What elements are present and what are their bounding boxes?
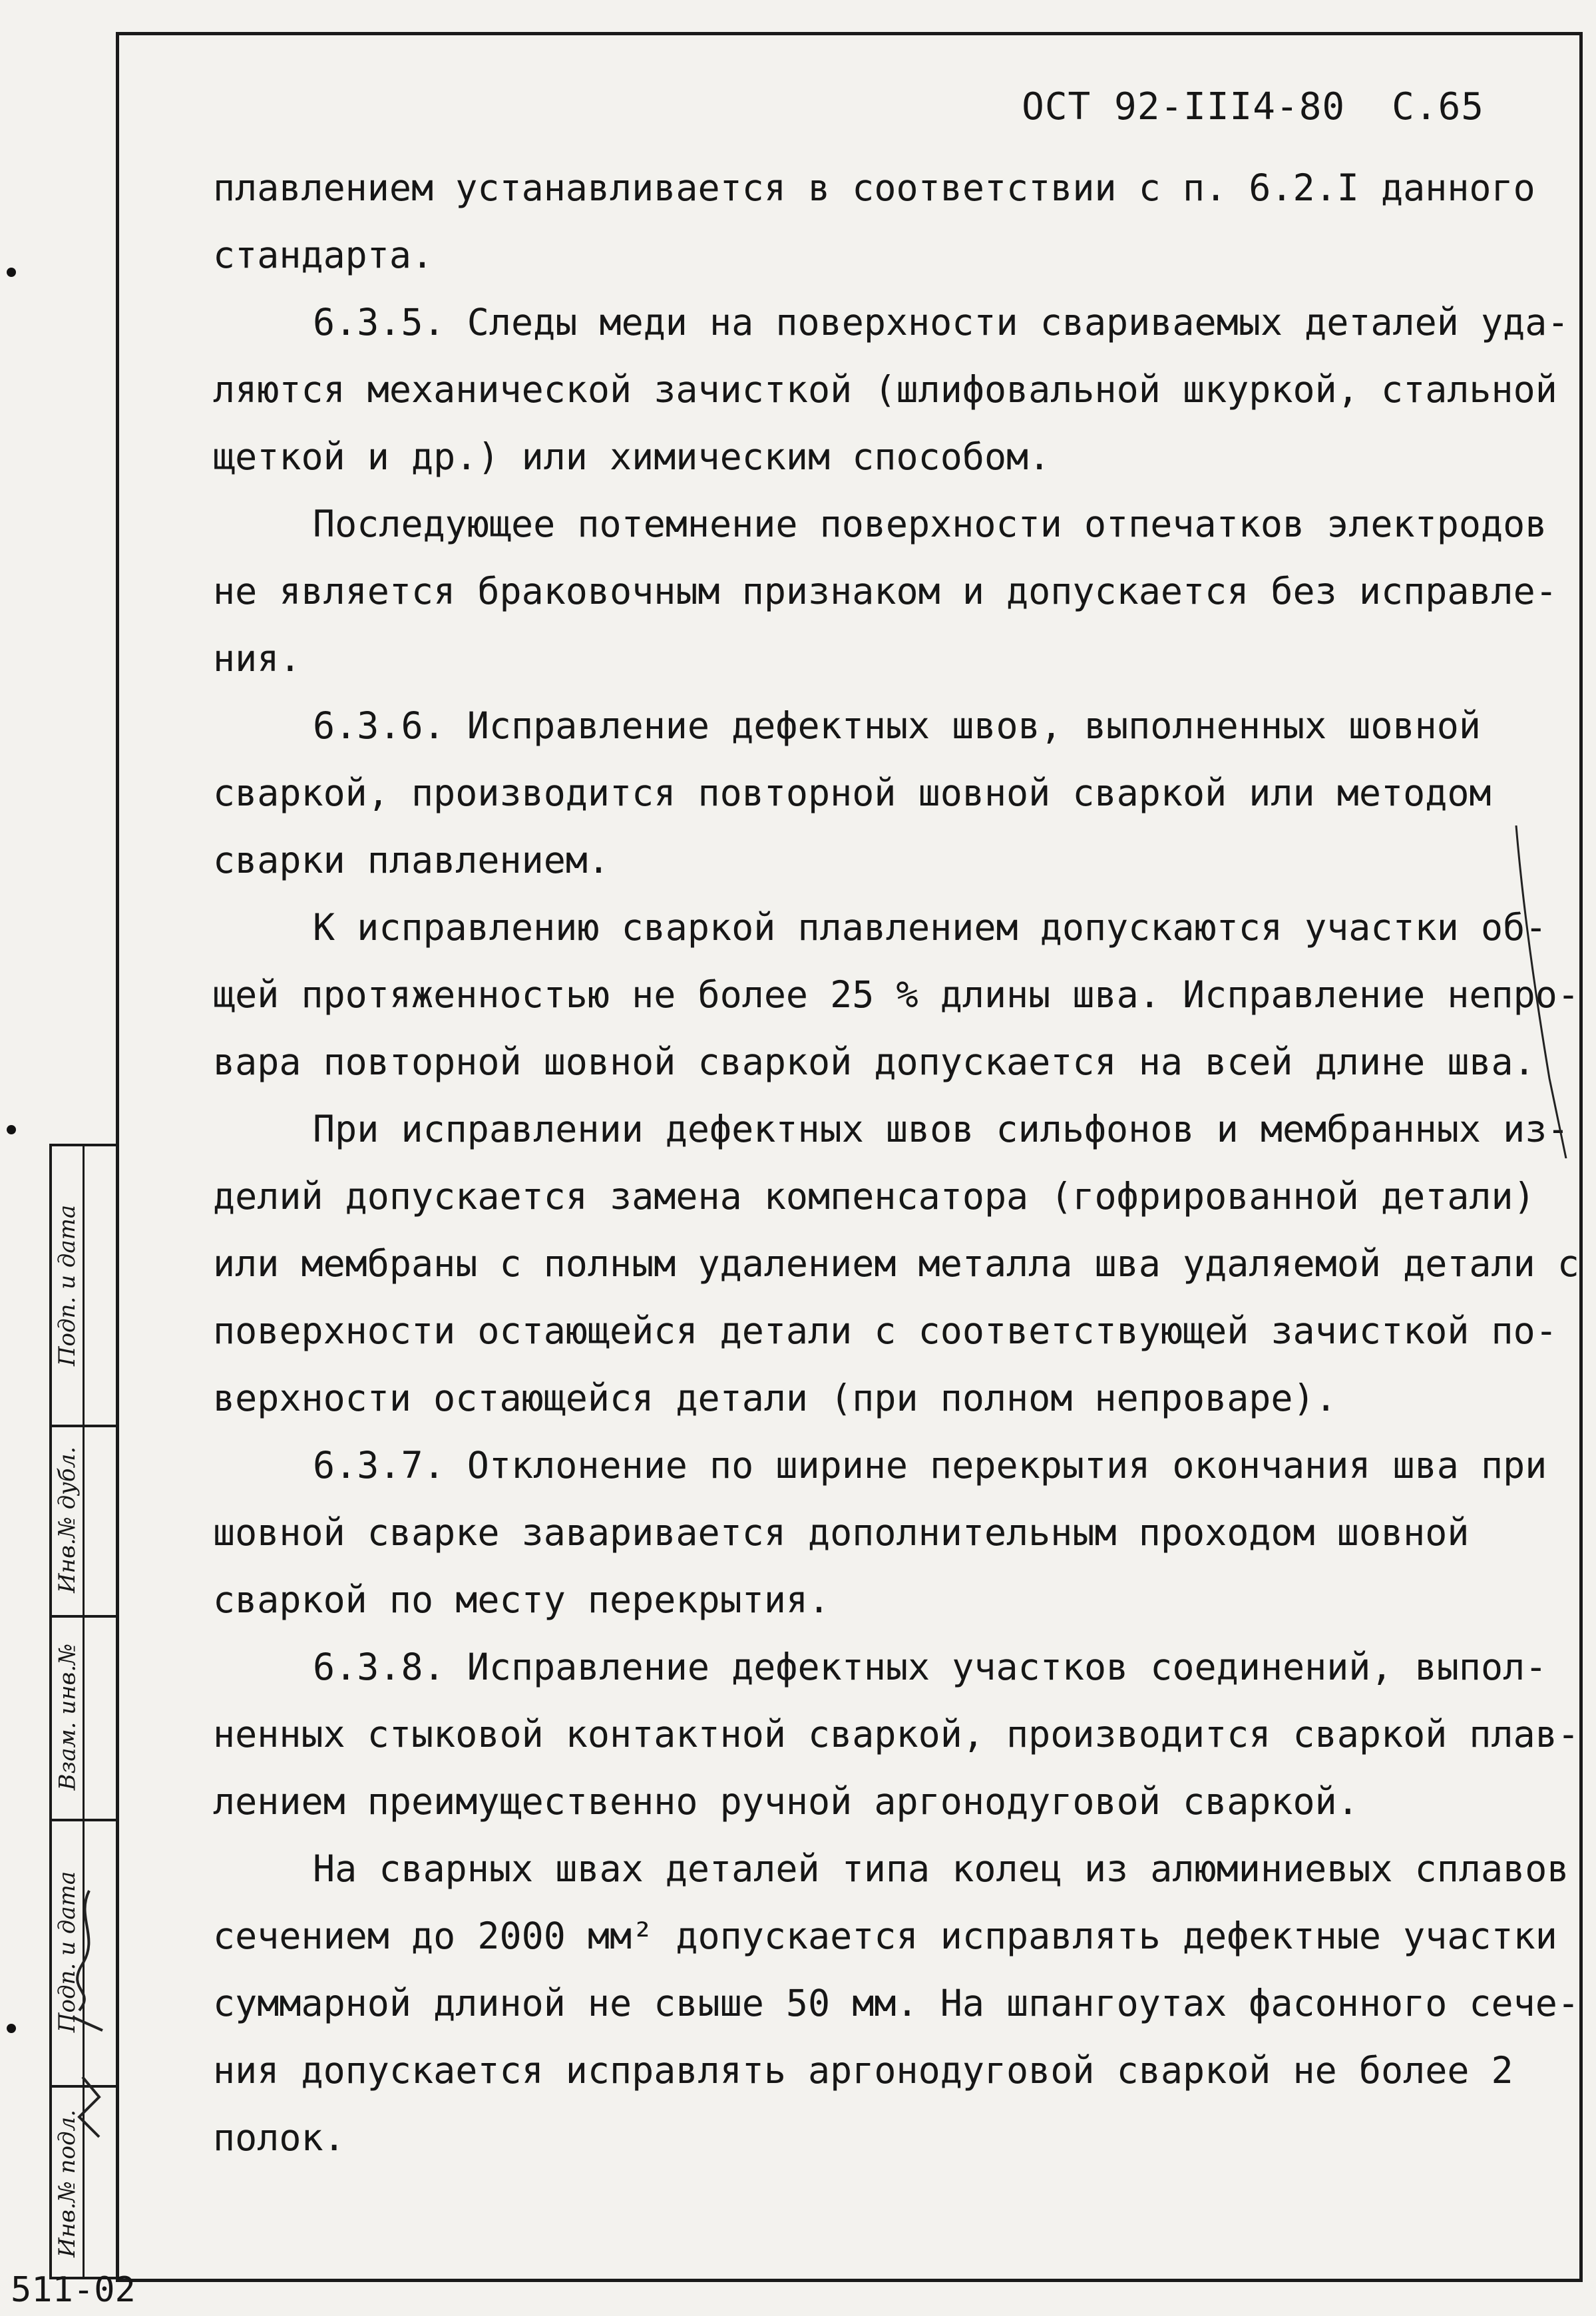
stamp-cell-sign-date-2: Подп. и дата <box>54 1871 81 2033</box>
text-line: ляются механической зачисткой (шлифовальной шкуркой, стальной <box>213 368 1557 411</box>
text-line: При исправлении дефектных швов сильфонов и мембранных из- <box>313 1108 1569 1150</box>
text-line: К исправлению сваркой плавлением допускаются участки об- <box>313 906 1547 949</box>
text-line: Последующее потемнение поверхности отпечатков электродов <box>313 503 1547 545</box>
text-line: сварки плавлением. <box>213 839 610 881</box>
page-header <box>1022 85 1484 128</box>
text-line: полок. <box>213 2116 345 2159</box>
text-line: сваркой, производится повторной шовной сваркой или методом <box>213 772 1492 814</box>
text-line: ненных стыковой контактной сваркой, производится сваркой плав- <box>213 1713 1579 1755</box>
text-line: лением преимущественно ручной аргонодуговой сваркой. <box>213 1780 1359 1823</box>
text-line: верхности остающейся детали (при полном непроваре). <box>213 1377 1337 1419</box>
handwritten-signature <box>63 1877 116 2157</box>
text-line: шовной сварке заваривается дополнительным проходом шовной <box>213 1511 1470 1554</box>
text-line: сваркой по месту перекрытия. <box>213 1578 831 1621</box>
stamp-cell-orig-inv: Инв.№ подл. <box>54 2110 81 2257</box>
text-line: суммарной длиной не свыше 50 мм. На шпангоутах фасонного сече- <box>213 1982 1579 2024</box>
text-line: 6.3.5. Следы меди на поверхности свариваемых деталей уда- <box>313 301 1569 344</box>
margin-mark <box>1509 825 1569 1158</box>
text-line: или мембраны с полным удалением металла шва удаляемой детали с <box>213 1242 1579 1285</box>
text-line: 6.3.7. Отклонение по ширине перекрытия окончания шва при <box>313 1444 1547 1487</box>
text-line: 6.3.6. Исправление дефектных швов, выполненных шовной <box>313 704 1481 747</box>
text-line: делий допускается замена компенсатора (гофрированной детали) <box>213 1175 1535 1218</box>
text-line: плавлением устанавливается в соответствии с п. 6.2.I данного <box>213 166 1535 209</box>
text-line: На сварных швах деталей типа колец из алюминиевых сплавов <box>313 1847 1569 1890</box>
text-line: поверхности остающейся детали с соответствующей зачисткой по- <box>213 1309 1557 1352</box>
binding-hole <box>7 2024 16 2033</box>
footer-mark: 511-02 <box>11 2270 136 2310</box>
text-line: 6.3.8. Исправление дефектных участков соединений, выпол- <box>313 1646 1547 1688</box>
text-line: ния. <box>213 637 301 680</box>
text-line: сечением до 2000 мм² допускается исправлять дефектные участки <box>213 1915 1557 1957</box>
text-line: ния допускается исправлять аргонодуговой сваркой не более 2 <box>213 2049 1513 2092</box>
text-line: не является браковочным признаком и допускается без исправле- <box>213 570 1557 612</box>
binding-hole <box>7 1125 16 1134</box>
document-code: ОСТ 92-III4-80 <box>1022 85 1346 128</box>
text-line: щеткой и др.) или химическим способом. <box>213 435 1051 478</box>
text-line: стандарта. <box>213 234 434 276</box>
page-number: С.65 <box>1392 85 1484 128</box>
text-line: вара повторной шовной сваркой допускается на всей длине шва. <box>213 1041 1535 1083</box>
stamp-cell-dup-inv: Инв.№ дубл. <box>54 1446 81 1594</box>
binding-hole <box>7 268 16 277</box>
text-line: щей протяженностью не более 25 % длины шва. Исправление непро- <box>213 973 1579 1016</box>
stamp-cell-replace-inv: Взам. инв.№ <box>54 1643 81 1791</box>
document-body <box>213 154 1579 2172</box>
stamp-cell-sign-date: Подп. и дата <box>54 1204 81 1367</box>
